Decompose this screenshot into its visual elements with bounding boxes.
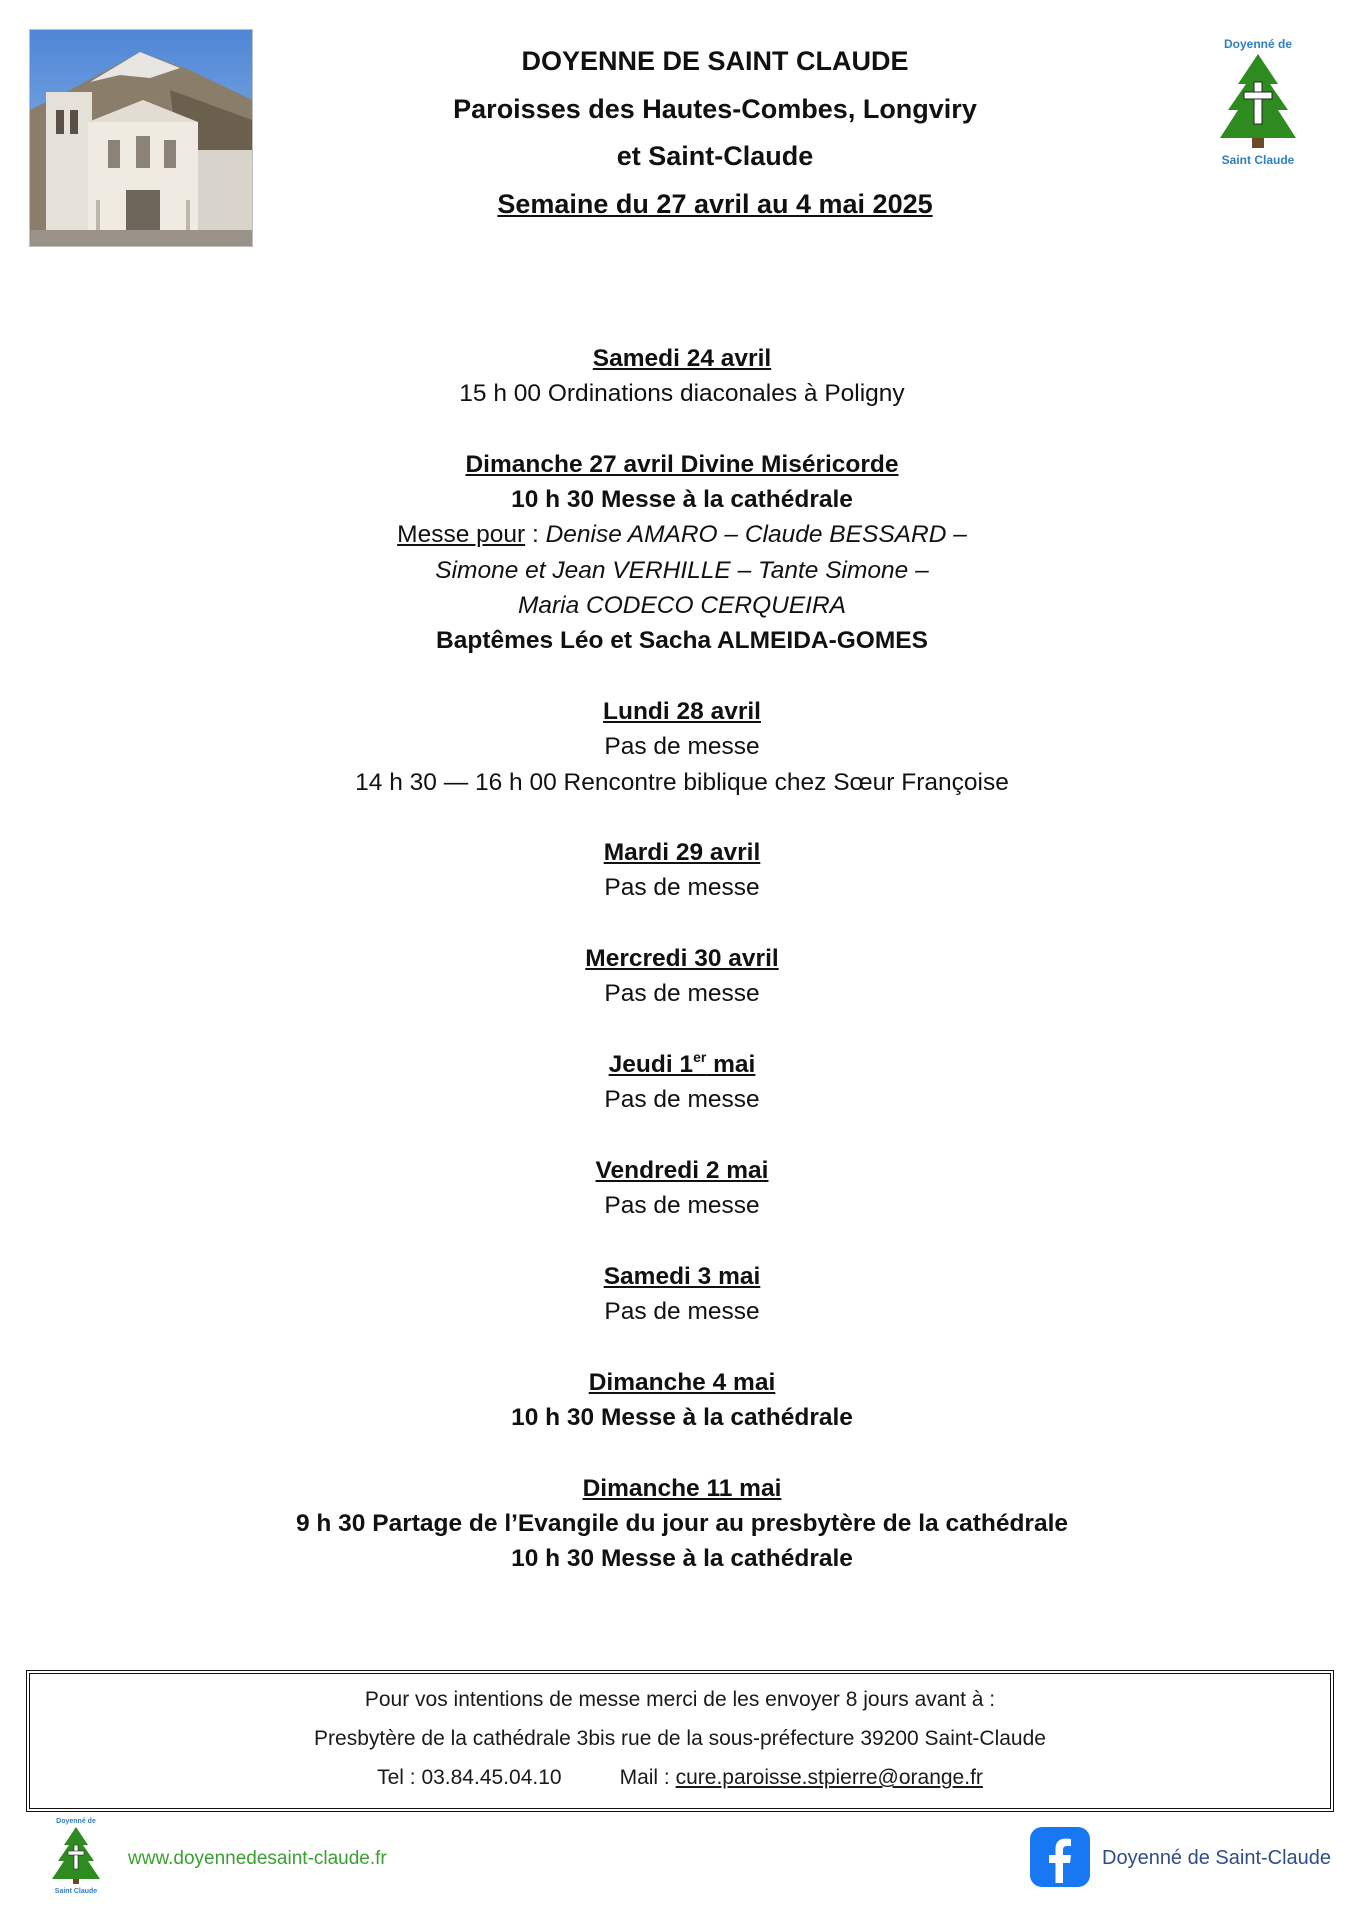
footer-logo: [48, 1815, 104, 1895]
contact-address: Presbytère de la cathédrale 3bis rue de la sous-préfecture 39200 Saint-Claude: [314, 1727, 1046, 1750]
mail-label: Mail :: [619, 1766, 670, 1789]
logo-bottom-text: Saint Claude: [1221, 153, 1295, 167]
day-title: Dimanche 4 mai: [588, 1368, 776, 1396]
gospel-sharing: 9 h 30 Partage de l’Evangile du jour au presbytère de la cathédrale: [295, 1509, 1069, 1537]
day-line: Pas de messe: [604, 733, 760, 761]
day-title: Mardi 29 avril: [603, 839, 761, 867]
day-title: Samedi 3 mai: [603, 1262, 761, 1290]
day-title: Dimanche 27 avril Divine Miséricorde: [465, 450, 899, 478]
bulletin-header: [300, 38, 1130, 228]
schedule: [170, 341, 1194, 1612]
baptism: Baptêmes Léo et Sacha ALMEIDA-GOMES: [436, 627, 928, 655]
contact-box: [26, 1670, 1334, 1812]
day-line: Pas de messe: [604, 1086, 760, 1114]
day-block: [170, 941, 1194, 1012]
tel-number[interactable]: 03.84.45.04.10: [421, 1766, 562, 1789]
header-parishes-cont: et Saint-Claude: [616, 141, 814, 171]
facebook-icon[interactable]: [1030, 1827, 1090, 1887]
day-line: Pas de messe: [604, 1192, 760, 1220]
day-block: [170, 1047, 1194, 1118]
facebook-page-label[interactable]: Doyenné de Saint-Claude: [1102, 1847, 1332, 1869]
day-block: [170, 694, 1194, 800]
intentions-label: Messe pour: [397, 521, 526, 549]
mass-time: 10 h 30 Messe à la cathédrale: [511, 486, 853, 514]
day-line: Pas de messe: [604, 874, 760, 902]
mail-link[interactable]: cure.paroisse.stpierre@orange.fr: [675, 1766, 983, 1789]
day-block: [170, 1365, 1194, 1436]
day-line: Pas de messe: [604, 980, 760, 1008]
day-line: 15 h 00 Ordinations diaconales à Poligny: [459, 380, 905, 408]
header-week: Semaine du 27 avril au 4 mai 2025: [497, 188, 933, 219]
website-link[interactable]: www.doyennedesaint-claude.fr: [128, 1848, 387, 1869]
day-block: [170, 1259, 1194, 1330]
intentions-names: Denise AMARO – Claude BESSARD –: [545, 521, 967, 549]
tel-label: Tel :: [377, 1766, 416, 1789]
logo-top-text: Doyenné de: [1223, 37, 1293, 51]
day-block: [170, 835, 1194, 906]
intentions-names: Maria CODECO CERQUEIRA: [517, 592, 847, 620]
svg-text:Saint Claude: Saint Claude: [54, 1888, 98, 1895]
cathedral-photo: [29, 29, 253, 247]
day-line: 14 h 30 — 16 h 00 Rencontre biblique chez Sœur Françoise: [355, 768, 1009, 796]
day-title: Vendredi 2 mai: [595, 1156, 769, 1184]
day-title: Dimanche 11 mai: [582, 1474, 782, 1502]
day-block: [170, 1471, 1194, 1577]
mass-time: 10 h 30 Messe à la cathédrale: [511, 1545, 853, 1573]
intentions-separator: :: [525, 521, 546, 549]
day-line: Pas de messe: [604, 1298, 760, 1326]
day-block: [170, 1153, 1194, 1224]
day-title: Lundi 28 avril: [603, 697, 761, 725]
cross-icon: [1254, 82, 1262, 124]
mass-time: 10 h 30 Messe à la cathédrale: [511, 1403, 853, 1431]
header-title: DOYENNE DE SAINT CLAUDE: [521, 46, 909, 76]
doyenne-logo: [1208, 34, 1308, 174]
day-title: Samedi 24 avril: [592, 345, 772, 372]
cross-icon: [74, 1845, 78, 1869]
mass-intentions: [170, 517, 1194, 552]
intentions-names: Simone et Jean VERHILLE – Tante Simone –: [435, 556, 929, 584]
day-block: [170, 341, 1194, 412]
day-title: Mercredi 30 avril: [585, 945, 779, 973]
contact-intro: Pour vos intentions de messe merci de les envoyer 8 jours avant à :: [364, 1688, 996, 1711]
svg-text:Doyenné de: Doyenné de: [56, 1818, 96, 1825]
day-block: [170, 447, 1194, 659]
header-parishes: Paroisses des Hautes-Combes, Longviry: [453, 93, 977, 124]
day-title: Jeudi 1er mai: [608, 1048, 756, 1078]
contact-line: [30, 1758, 1330, 1797]
